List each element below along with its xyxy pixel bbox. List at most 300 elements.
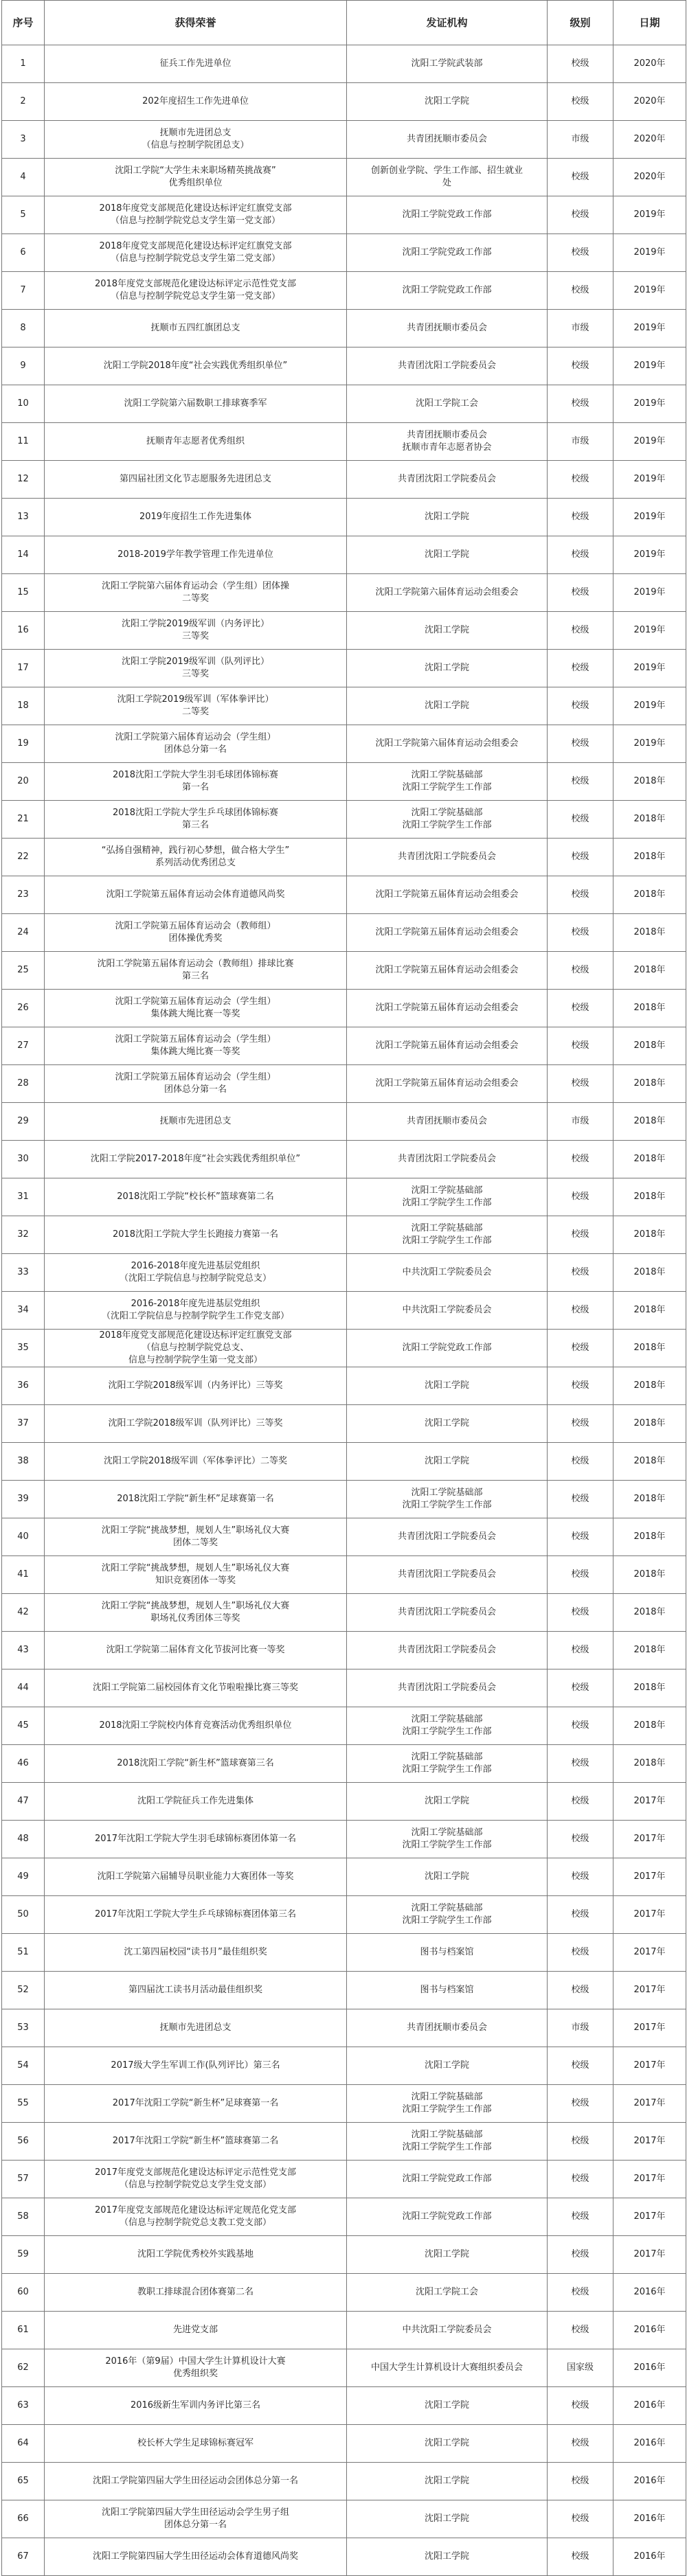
- row-number: 11: [2, 423, 45, 461]
- honor-name-line: 征兵工作先进单位: [159, 58, 232, 69]
- date: 2018年: [613, 1065, 686, 1103]
- issuer: [347, 2500, 548, 2538]
- issuer-line: 沈阳工学院: [424, 2438, 469, 2448]
- issuer: [347, 1443, 548, 1481]
- table-row: [2, 1632, 686, 1669]
- issuer: [347, 574, 548, 612]
- issuer-line: 共青团沈阳工学院委员会: [397, 1569, 496, 1580]
- level: 国家级: [548, 2349, 613, 2387]
- row-number: 23: [2, 876, 45, 914]
- issuer-line: 共青团抚顺市委员会: [406, 323, 487, 333]
- issuer: [347, 2085, 548, 2123]
- honor-name: [45, 1405, 347, 1443]
- table-row: [2, 1254, 686, 1292]
- table-row: [2, 461, 686, 499]
- table-row: [2, 1065, 686, 1103]
- issuer-line: 沈阳工学院党政工作部: [402, 285, 492, 295]
- issuer: [347, 1632, 548, 1669]
- date: 2019年: [613, 234, 686, 272]
- level: 校级: [548, 1292, 613, 1330]
- level: 校级: [548, 952, 613, 990]
- issuer-line: 沈阳工学院基础部: [411, 1488, 483, 1498]
- table-row: [2, 2198, 686, 2236]
- table-row: [2, 1330, 686, 1367]
- row-number: 28: [2, 1065, 45, 1103]
- issuer: [347, 2387, 548, 2425]
- honor-name: [45, 1292, 347, 1330]
- row-number: 21: [2, 801, 45, 839]
- honor-name-line: 沈阳工学院第四届大学生田径运动会体育道德风尚奖: [92, 2551, 298, 2562]
- honor-name: [45, 1934, 347, 1972]
- honor-name: [45, 1065, 347, 1103]
- honor-name: [45, 1443, 347, 1481]
- date: 2019年: [613, 536, 686, 574]
- level: 校级: [548, 1896, 613, 1934]
- honor-name: [45, 121, 347, 159]
- honor-name-line: 2018沈阳工学院大学生羽毛球团体锦标赛: [112, 770, 279, 780]
- honor-name: [45, 725, 347, 763]
- issuer-line: 沈阳工学院学生工作部: [402, 1235, 492, 1246]
- issuer: [347, 2236, 548, 2274]
- issuer: [347, 1783, 548, 1821]
- level: 校级: [548, 1934, 613, 1972]
- issuer-line: 共青团沈阳工学院委员会: [397, 1531, 496, 1542]
- issuer-line: 沈阳工学院第六届体育运动会组委会: [375, 587, 519, 597]
- date: 2018年: [613, 1632, 686, 1669]
- row-number: 49: [2, 1858, 45, 1896]
- honor-name: [45, 2009, 347, 2047]
- row-number: 45: [2, 1707, 45, 1745]
- issuer: [347, 196, 548, 234]
- issuer: [347, 1481, 548, 1518]
- table-row: [2, 1178, 686, 1216]
- honor-name-line: 职场礼仪秀团体三等奖: [150, 1613, 240, 1623]
- honor-name: [45, 2123, 347, 2161]
- date: 2019年: [613, 196, 686, 234]
- issuer-line: 沈阳工学院学生工作部: [402, 782, 492, 793]
- honor-name-line: 沈阳工学院2019级军训（内务评比）: [121, 619, 270, 629]
- issuer-line: 共青团沈阳工学院委员会: [397, 474, 496, 484]
- row-number: 12: [2, 461, 45, 499]
- honor-name-line: 2019年度招生工作先进集体: [139, 512, 252, 522]
- issuer: [347, 1518, 548, 1556]
- row-number: 2: [2, 83, 45, 121]
- honor-name-line: （沈阳工学院信息与控制学院学生工作党支部）: [101, 1311, 289, 1321]
- date: 2016年: [613, 2349, 686, 2387]
- table-row: [2, 650, 686, 687]
- level: 校级: [548, 612, 613, 650]
- issuer: [347, 2161, 548, 2198]
- row-number: 51: [2, 1934, 45, 1972]
- honor-name: [45, 1745, 347, 1783]
- issuer: [347, 499, 548, 536]
- honor-name: [45, 914, 347, 952]
- honor-name: [45, 1972, 347, 2009]
- table-row: [2, 914, 686, 952]
- issuer-line: 沈阳工学院第五届体育运动会组委会: [375, 1040, 519, 1051]
- row-number: 3: [2, 121, 45, 159]
- table-row: [2, 2387, 686, 2425]
- date: 2018年: [613, 1481, 686, 1518]
- level: 校级: [548, 1178, 613, 1216]
- row-number: 44: [2, 1669, 45, 1707]
- honor-name-line: 2018沈阳工学院校内体育竞赛活动优秀组织单位: [99, 1720, 292, 1731]
- level: 校级: [548, 272, 613, 310]
- honor-name-line: 2017年度党支部规范化建设达标评定规范化党支部: [94, 2205, 297, 2215]
- honor-name: [45, 2425, 347, 2463]
- row-number: 61: [2, 2312, 45, 2349]
- issuer: [347, 1103, 548, 1141]
- honor-name-line: 教职工排球混合团体赛第二名: [137, 2287, 254, 2297]
- issuer-line: 共青团抚顺市委员会: [406, 2022, 487, 2033]
- honor-name-line: 团体操优秀奖: [168, 933, 223, 944]
- honor-name: [45, 1178, 347, 1216]
- honor-name: [45, 952, 347, 990]
- honor-name-line: 2016-2018年度先进基层党组织: [131, 1299, 260, 1309]
- level: 校级: [548, 536, 613, 574]
- honor-name: [45, 763, 347, 801]
- table-row: [2, 385, 686, 423]
- honor-name: [45, 876, 347, 914]
- date: 2016年: [613, 2500, 686, 2538]
- honor-name: [45, 687, 347, 725]
- table-row: [2, 196, 686, 234]
- honor-name: [45, 650, 347, 687]
- honor-name-line: 抚顺市先进团总支: [159, 1116, 232, 1126]
- honor-name-line: 集体跳大绳比赛一等奖: [150, 1047, 240, 1057]
- issuer: [347, 1216, 548, 1254]
- issuer: [347, 914, 548, 952]
- issuer-line: 沈阳工学院: [424, 2514, 469, 2524]
- honor-name-line: 抚顺市先进团总支: [159, 2022, 232, 2033]
- table-row: [2, 310, 686, 347]
- table-header-row: [2, 1, 686, 45]
- date: 2018年: [613, 1367, 686, 1405]
- table-row: [2, 2312, 686, 2349]
- table-row: [2, 1934, 686, 1972]
- level: 校级: [548, 1330, 613, 1367]
- issuer-line: 沈阳工学院: [424, 625, 469, 635]
- honor-name: [45, 423, 347, 461]
- date: 2017年: [613, 1896, 686, 1934]
- date: 2018年: [613, 1405, 686, 1443]
- honor-name: [45, 1481, 347, 1518]
- row-number: 19: [2, 725, 45, 763]
- level: 校级: [548, 1858, 613, 1896]
- issuer: [347, 234, 548, 272]
- date: 2018年: [613, 1178, 686, 1216]
- honor-name-line: 第三名: [181, 820, 209, 830]
- issuer-line: 沈阳工学院基础部: [411, 770, 483, 780]
- issuer: [347, 385, 548, 423]
- table-row: [2, 1858, 686, 1896]
- date: 2018年: [613, 763, 686, 801]
- issuer: [347, 2009, 548, 2047]
- date: 2020年: [613, 83, 686, 121]
- honor-name-line: 沈阳工学院2019级军训（军体拳评比）: [117, 694, 274, 705]
- honor-name: [45, 1783, 347, 1821]
- issuer-line: 沈阳工学院基础部: [411, 1185, 483, 1196]
- date: 2017年: [613, 2009, 686, 2047]
- row-number: 43: [2, 1632, 45, 1669]
- honor-name-line: 沈阳工学院第五届体育运动会（学生组）: [115, 996, 276, 1007]
- row-number: 16: [2, 612, 45, 650]
- table-row: [2, 1405, 686, 1443]
- level: 校级: [548, 2274, 613, 2312]
- level: 校级: [548, 2123, 613, 2161]
- table-row: [2, 1027, 686, 1065]
- honor-name-line: 沈阳工学院2018级军训（队列评比）三等奖: [108, 1418, 283, 1428]
- level: 校级: [548, 1481, 613, 1518]
- date: 2017年: [613, 2085, 686, 2123]
- row-number: 8: [2, 310, 45, 347]
- honor-name-line: 沈阳工学院“挑战梦想，规划人生”职场礼仪大赛: [101, 1563, 290, 1573]
- honor-name-line: 2018沈阳工学院“新生杯”篮球赛第三名: [117, 1758, 274, 1768]
- issuer: [347, 1141, 548, 1178]
- level: 校级: [548, 1745, 613, 1783]
- table-row: [2, 687, 686, 725]
- table-row: [2, 347, 686, 385]
- honor-name-line: 2017年沈阳工学院大学生羽毛球锦标赛团体第一名: [94, 1834, 297, 1844]
- honor-name-line: （沈阳工学院信息与控制学院党总支）: [119, 1273, 271, 1284]
- issuer: [347, 612, 548, 650]
- table-row: [2, 272, 686, 310]
- honor-name-line: 三等奖: [181, 631, 209, 641]
- row-number: 47: [2, 1783, 45, 1821]
- issuer-line: 沈阳工学院武装部: [411, 58, 483, 69]
- issuer-line: 沈阳工学院: [424, 2400, 469, 2410]
- honor-name-line: 沈阳工学院第六届体育运动会（学生组）团体操: [101, 581, 289, 591]
- honor-name: [45, 2274, 347, 2312]
- table-row: [2, 159, 686, 196]
- issuer-line: 中共沈阳工学院委员会: [402, 1267, 492, 1277]
- honor-name-line: 2017年沈阳工学院大学生乒乓球锦标赛团体第三名: [94, 1909, 297, 1919]
- row-number: 4: [2, 159, 45, 196]
- row-number: 13: [2, 499, 45, 536]
- honor-name-line: 2018沈阳工学院“校长杯”篮球赛第二名: [117, 1192, 274, 1202]
- honor-name-line: 沈阳工学院第五届体育运动会（学生组）: [115, 1072, 276, 1082]
- honor-name: [45, 2538, 347, 2576]
- table-row: [2, 2349, 686, 2387]
- level: 校级: [548, 1216, 613, 1254]
- date: 2019年: [613, 612, 686, 650]
- table-row: [2, 876, 686, 914]
- issuer: [347, 1254, 548, 1292]
- date: 2017年: [613, 2123, 686, 2161]
- honor-name-line: 沈阳工学院第六届体育运动会（学生组）: [115, 732, 276, 742]
- date: 2019年: [613, 687, 686, 725]
- row-number: 14: [2, 536, 45, 574]
- issuer-line: 抚顺市青年志愿者协会: [402, 442, 492, 453]
- issuer: [347, 423, 548, 461]
- row-number: 58: [2, 2198, 45, 2236]
- honor-name: [45, 1858, 347, 1896]
- row-number: 15: [2, 574, 45, 612]
- row-number: 53: [2, 2009, 45, 2047]
- level: 校级: [548, 650, 613, 687]
- honor-name: [45, 1896, 347, 1934]
- honor-name: [45, 1518, 347, 1556]
- row-number: 34: [2, 1292, 45, 1330]
- honor-name: [45, 536, 347, 574]
- honor-name: [45, 1556, 347, 1594]
- level: 校级: [548, 574, 613, 612]
- honor-name: [45, 1103, 347, 1141]
- issuer: [347, 839, 548, 876]
- issuer: [347, 1027, 548, 1065]
- level: 校级: [548, 1707, 613, 1745]
- table-row: [2, 2009, 686, 2047]
- date: 2018年: [613, 952, 686, 990]
- honor-name: [45, 159, 347, 196]
- row-number: 20: [2, 763, 45, 801]
- honor-name: [45, 2500, 347, 2538]
- row-number: 7: [2, 272, 45, 310]
- issuer: [347, 952, 548, 990]
- row-number: 37: [2, 1405, 45, 1443]
- level: 校级: [548, 725, 613, 763]
- level: 校级: [548, 1254, 613, 1292]
- issuer-line: 沈阳工学院学生工作部: [402, 1764, 492, 1775]
- date: 2019年: [613, 574, 686, 612]
- issuer: [347, 1858, 548, 1896]
- table-row: [2, 83, 686, 121]
- honor-name: [45, 1254, 347, 1292]
- row-number: 41: [2, 1556, 45, 1594]
- honor-name: [45, 2387, 347, 2425]
- row-number: 65: [2, 2463, 45, 2500]
- honor-name: [45, 1216, 347, 1254]
- level: 校级: [548, 2085, 613, 2123]
- row-number: 18: [2, 687, 45, 725]
- issuer-line: 图书与档案馆: [420, 1985, 474, 1995]
- honor-name-line: 校长杯大学生足球锦标赛冠军: [137, 2438, 254, 2448]
- honor-name-line: 沈阳工学院“挑战梦想，规划人生”职场礼仪大赛: [101, 1601, 290, 1611]
- level: 校级: [548, 2312, 613, 2349]
- issuer: [347, 2425, 548, 2463]
- table-row: [2, 1745, 686, 1783]
- level: 校级: [548, 1027, 613, 1065]
- row-number: 54: [2, 2047, 45, 2085]
- issuer: [347, 650, 548, 687]
- table-row: [2, 2274, 686, 2312]
- row-number: 24: [2, 914, 45, 952]
- issuer: [347, 1178, 548, 1216]
- table-row: [2, 499, 686, 536]
- date: 2018年: [613, 1443, 686, 1481]
- honor-name-line: （信息与控制学院党总支学生第一党支部）: [110, 216, 280, 226]
- honor-name: [45, 612, 347, 650]
- date: 2018年: [613, 1594, 686, 1632]
- level: 校级: [548, 499, 613, 536]
- issuer-line: 沈阳工学院学生工作部: [402, 1726, 492, 1737]
- issuer-line: 沈阳工学院基础部: [411, 1714, 483, 1724]
- table-row: [2, 2425, 686, 2463]
- honor-name-line: 2018年度党支部规范化建设达标评定红旗党支部: [99, 1330, 292, 1341]
- table-row: [2, 45, 686, 83]
- table-row: [2, 2047, 686, 2085]
- level: 市级: [548, 1103, 613, 1141]
- issuer: [347, 347, 548, 385]
- honor-name: [45, 347, 347, 385]
- honor-name: [45, 2236, 347, 2274]
- issuer-line: 沈阳工学院基础部: [411, 1827, 483, 1838]
- issuer-line: 共青团抚顺市委员会: [406, 1116, 487, 1126]
- issuer: [347, 121, 548, 159]
- honor-name: [45, 574, 347, 612]
- table-row: [2, 1669, 686, 1707]
- issuer-line: 共青团沈阳工学院委员会: [397, 852, 496, 862]
- row-number: 26: [2, 990, 45, 1027]
- issuer: [347, 2312, 548, 2349]
- issuer-line: 沈阳工学院: [424, 1380, 469, 1391]
- level: 校级: [548, 1443, 613, 1481]
- table-row: [2, 839, 686, 876]
- honor-name-line: 2017级大学生军训工作(队列评比）第三名: [111, 2060, 280, 2071]
- issuer-line: 沈阳工学院党政工作部: [402, 2211, 492, 2222]
- row-number: 5: [2, 196, 45, 234]
- issuer: [347, 2123, 548, 2161]
- issuer-line: 沈阳工学院党政工作部: [402, 2174, 492, 2184]
- date: 2018年: [613, 839, 686, 876]
- issuer-line: 沈阳工学院第五届体育运动会组委会: [375, 889, 519, 900]
- header-level: 级别: [548, 1, 613, 45]
- honor-name-line: 2018年度党支部规范化建设达标评定示范性党支部: [94, 279, 297, 289]
- honor-name-line: 第四届社团文化节志愿服务先进团总支: [119, 474, 271, 484]
- row-number: 55: [2, 2085, 45, 2123]
- row-number: 30: [2, 1141, 45, 1178]
- level: 校级: [548, 1367, 613, 1405]
- honor-name-line: 先进党支部: [172, 2325, 218, 2335]
- row-number: 27: [2, 1027, 45, 1065]
- issuer: [347, 1065, 548, 1103]
- table-row: [2, 536, 686, 574]
- honor-name-line: 沈阳工学院2018级军训（军体拳评比）二等奖: [103, 1456, 288, 1466]
- honor-name-line: 集体跳大绳比赛一等奖: [150, 1009, 240, 1019]
- issuer: [347, 2349, 548, 2387]
- issuer-line: 沈阳工学院工会: [415, 2287, 478, 2297]
- honor-name: [45, 2349, 347, 2387]
- table-row: [2, 121, 686, 159]
- issuer-line: 沈阳工学院: [424, 512, 469, 522]
- issuer-line: 沈阳工学院: [424, 1418, 469, 1428]
- issuer-line: 沈阳工学院基础部: [411, 1752, 483, 1762]
- date: 2018年: [613, 1669, 686, 1707]
- level: 校级: [548, 1594, 613, 1632]
- honor-name: [45, 461, 347, 499]
- honor-name: [45, 1821, 347, 1858]
- honor-name-line: 团体总分第一名: [164, 744, 227, 755]
- row-number: 32: [2, 1216, 45, 1254]
- level: 校级: [548, 2236, 613, 2274]
- date: 2019年: [613, 461, 686, 499]
- table-row: [2, 2463, 686, 2500]
- table-row: [2, 1103, 686, 1141]
- level: 校级: [548, 83, 613, 121]
- issuer-line: 沈阳工学院: [424, 1456, 469, 1466]
- level: 校级: [548, 347, 613, 385]
- issuer-line: 共青团抚顺市委员会: [406, 430, 487, 440]
- issuer-line: 图书与档案馆: [420, 1947, 474, 1957]
- date: 2018年: [613, 1103, 686, 1141]
- issuer-line: 沈阳工学院: [424, 549, 469, 560]
- honor-name-line: 沈阳工学院“大学生未来职场精英挑战赛”: [115, 166, 276, 176]
- row-number: 1: [2, 45, 45, 83]
- date: 2019年: [613, 725, 686, 763]
- issuer: [347, 1934, 548, 1972]
- level: 校级: [548, 1632, 613, 1669]
- row-number: 36: [2, 1367, 45, 1405]
